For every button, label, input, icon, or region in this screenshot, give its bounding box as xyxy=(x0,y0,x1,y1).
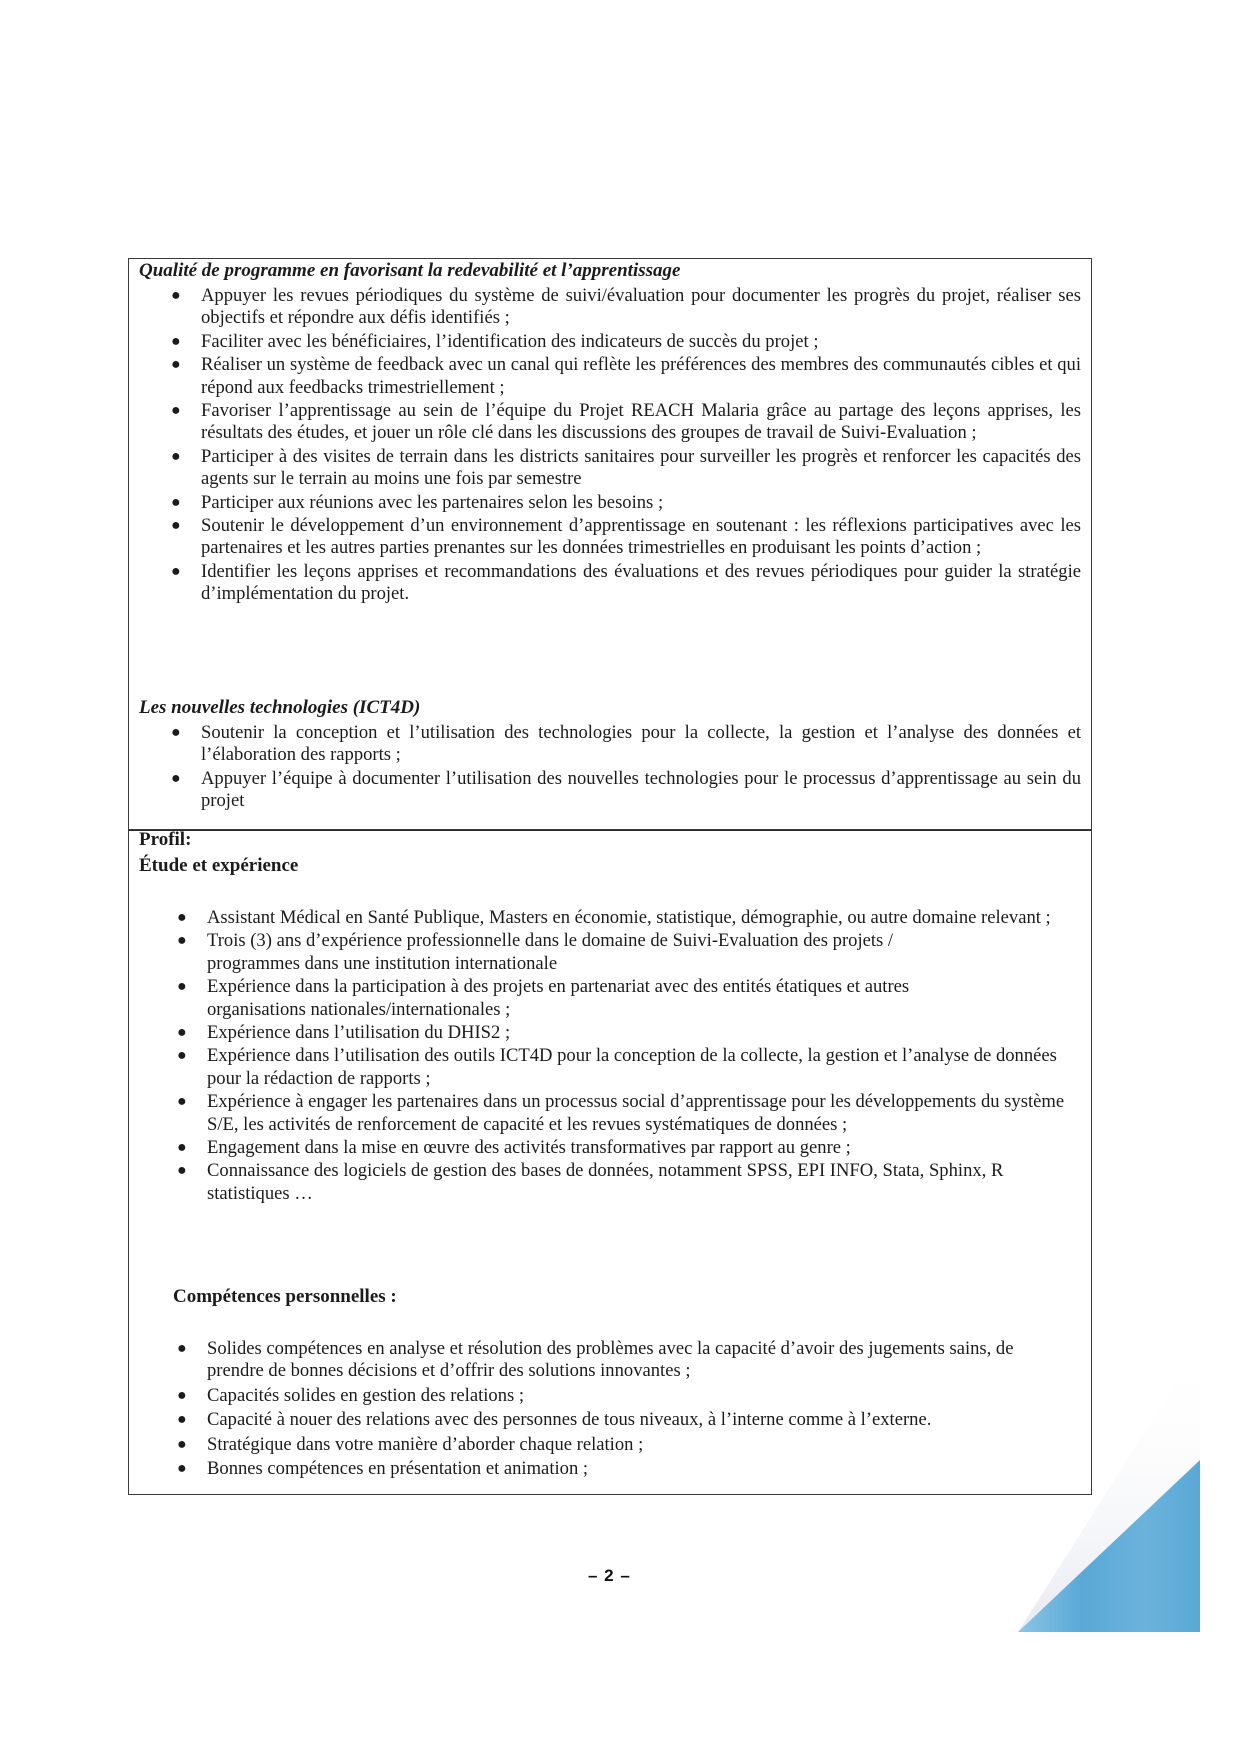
list-item: ● Appuyer les revues périodiques du système de suivi/évaluation pour documenter les progrès du projet, réaliser ses objectifs et répondre aux défis identifiés ; xyxy=(171,285,1081,329)
bullet-icon: ● xyxy=(177,1435,187,1453)
list-item: ● Bonnes compétences en présentation et animation ; xyxy=(177,1458,589,1480)
bullet-icon: ● xyxy=(177,1460,187,1478)
list-item: ● Identifier les leçons apprises et recommandations des évaluations et des revues périodiques pour guider la stratégie d’implémentation du projet. xyxy=(171,560,1081,605)
list-item: ● Expérience dans l’utilisation du DHIS2 ; xyxy=(177,1022,511,1044)
skills-list xyxy=(177,1338,1079,1480)
list-item: ● Engagement dans la mise en œuvre des activités transformatives par rapport au genre ; xyxy=(177,1137,851,1159)
list-item: ● Capacités solides en gestion des relations ; xyxy=(177,1384,525,1406)
bullet-icon: ● xyxy=(171,332,181,350)
bullet-icon: ● xyxy=(177,1411,187,1429)
bullet-icon: ● xyxy=(177,1047,187,1065)
list-item: ● Solides compétences en analyse et résolution des problèmes avec la capacité d’avoir des jugements sains, de prendre de bonnes décisions et d’offrir des solutions innovantes ; xyxy=(177,1338,1014,1382)
study-list xyxy=(177,907,1079,1205)
bullet-icon: ● xyxy=(177,1093,187,1111)
bullet-icon: ● xyxy=(177,1024,187,1042)
list-item: ● Participer à des visites de terrain dans les districts sanitaires pour surveiller les progrès et renforcer les capacités des agents sur le terrain au moins une fois par semestre xyxy=(171,445,1081,490)
bullet-icon: ● xyxy=(171,287,181,304)
bullet-icon: ● xyxy=(171,493,181,511)
bullet-icon: ● xyxy=(177,1340,187,1357)
bullet-icon: ● xyxy=(171,517,181,535)
bullet-icon: ● xyxy=(171,447,181,465)
bullet-icon: ● xyxy=(177,1162,187,1180)
profile-label: Profil: xyxy=(139,829,192,850)
bullet-icon: ● xyxy=(171,562,181,580)
responsibilities-box xyxy=(128,258,1092,831)
list-item: ● Expérience à engager les partenaires dans un processus social d’apprentissage pour les développements du système S/E, les activités de renforcement de capacité et les revues systématiques de données ; xyxy=(177,1091,1065,1135)
list-item: ● Soutenir le développement d’un environnement d’apprentissage en soutenant : les réflexions participatives avec les partenaires et les autres parties prenantes sur les données trimestrielles en produisant les points d’action ; xyxy=(171,515,1081,559)
section-title-quality: Qualité de programme en favorisant la redevabilité et l’apprentissage xyxy=(139,260,681,281)
bullet-icon: ● xyxy=(171,356,181,374)
list-item: ● Appuyer l’équipe à documenter l’utilisation des nouvelles technologies pour le processus d’apprentissage au sein du projet xyxy=(171,767,1081,812)
bullet-icon: ● xyxy=(177,1139,187,1157)
list-item: ● Connaissance des logiciels de gestion des bases de données, notamment SPSS, EPI INFO, Stata, Sphinx, R statistiques … xyxy=(177,1160,1004,1204)
quality-list xyxy=(171,285,1081,606)
bullet-icon: ● xyxy=(177,1386,187,1404)
list-item: ● Faciliter avec les bénéficiaires, l’identification des indicateurs de succès du projet ; xyxy=(171,330,819,352)
list-item: ● Favoriser l’apprentissage au sein de l’équipe du Projet REACH Malaria grâce au partage des leçons apprises, les résultats des études, et jouer un rôle clé dans les discussions des groupes de travail de Suivi-Evaluation ; xyxy=(171,400,1081,444)
list-item: ● Stratégique dans votre manière d’aborder chaque relation ; xyxy=(177,1433,644,1455)
list-item: ● Trois (3) ans d’expérience professionnelle dans le domaine de Suivi-Evaluation des projets / programmes dans une institution internationale xyxy=(177,930,894,974)
list-item: ● Réaliser un système de feedback avec un canal qui reflète les préférences des membres des communautés cibles et qui répond aux feedbacks trimestriellement ; xyxy=(171,354,1081,398)
bullet-icon: ● xyxy=(171,402,181,420)
skills-title: Compétences personnelles : xyxy=(173,1286,397,1307)
list-item: ● Assistant Médical en Santé Publique, Masters en économie, statistique, démographie, ou autre domaine relevant ; xyxy=(177,907,1051,928)
decorative-corner-triangle xyxy=(1000,1320,1210,1660)
ict-list xyxy=(171,722,1081,813)
bullet-icon: ● xyxy=(177,978,187,996)
bullet-icon: ● xyxy=(177,932,187,950)
list-item: ● Participer aux réunions avec les partenaires selon les besoins ; xyxy=(171,491,664,513)
list-item: ● Soutenir la conception et l’utilisation des technologies pour la collecte, la gestion et l’analyse des données et l’élaboration des rapports ; xyxy=(171,722,1081,766)
bullet-icon: ● xyxy=(177,909,187,926)
profile-box xyxy=(128,829,1092,1495)
section-title-ict: Les nouvelles technologies (ICT4D) xyxy=(139,697,421,718)
list-item: ● Capacité à nouer des relations avec des personnes de tous niveaux, à l’interne comme à l’externe. xyxy=(177,1409,932,1431)
list-item: ● Expérience dans la participation à des projets en partenariat avec des entités étatiques et autres organisations nationales/internationales ; xyxy=(177,976,910,1020)
study-title: Étude et expérience xyxy=(139,855,299,876)
page-number: – 2 – xyxy=(588,1566,631,1585)
list-item: ● Expérience dans l’utilisation des outils ICT4D pour la conception de la collecte, la gestion et l’analyse de données pour la rédaction de rapports ; xyxy=(177,1045,1057,1089)
bullet-icon: ● xyxy=(171,769,181,787)
bullet-icon: ● xyxy=(171,724,181,741)
